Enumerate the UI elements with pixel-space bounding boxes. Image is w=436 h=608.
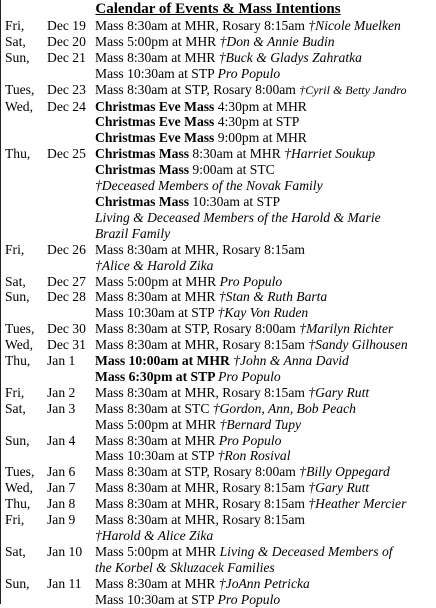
event-line [95, 417, 433, 433]
event-line [95, 162, 433, 178]
event-date: Dec 23 [47, 81, 86, 97]
mass-time: 9:00pm at MHR [214, 130, 307, 146]
intention-text: †Billy Oppegard [299, 464, 390, 480]
mass-time: Mass 8:30am at MHR, Rosary 8:15am [95, 496, 309, 512]
event-details [95, 289, 433, 321]
event-date: Jan 9 [47, 512, 76, 528]
event-line [95, 66, 433, 82]
event-line [95, 18, 433, 34]
event-day: Fri, [5, 512, 25, 528]
event-date: Jan 10 [47, 543, 83, 559]
event-row [5, 274, 433, 290]
event-line [95, 210, 433, 226]
event-list [5, 18, 433, 608]
intention-text: Pro Populo [219, 273, 283, 289]
mass-heading: Christmas Mass [95, 146, 190, 162]
mass-time: 9:00am at STC [189, 162, 275, 178]
intention-text: †Heather Mercier [308, 496, 407, 512]
event-row [5, 18, 433, 34]
event-date: Dec 21 [47, 49, 86, 65]
event-line [95, 448, 433, 464]
mass-time: Mass 10:30am at STP [95, 591, 218, 607]
event-line [95, 242, 433, 258]
event-date: Dec 24 [47, 98, 86, 114]
mass-heading: Christmas Mass [95, 162, 190, 178]
event-details [95, 18, 433, 34]
event-line [95, 512, 433, 528]
event-day: Tues, [5, 321, 35, 337]
event-details [95, 34, 433, 50]
mass-time: Mass 8:30am at MHR [95, 289, 219, 305]
event-day: Wed, [5, 98, 33, 114]
event-day: Sun, [5, 432, 30, 448]
event-line [95, 528, 433, 544]
event-date: Dec 31 [47, 337, 86, 353]
event-line [95, 178, 433, 194]
event-line [95, 576, 433, 592]
event-details [95, 401, 433, 433]
event-details [95, 50, 433, 82]
mass-time: Mass 8:30am at MHR, Rosary 8:15am [95, 241, 305, 257]
event-line [95, 496, 433, 512]
event-details [95, 146, 433, 241]
event-day: Wed, [5, 337, 33, 353]
event-row [5, 50, 433, 82]
event-date: Jan 7 [47, 480, 76, 496]
event-date: Jan 4 [47, 432, 76, 448]
event-line [95, 464, 433, 480]
intention-text: †Alice & Harold Zika [95, 257, 214, 273]
event-line [95, 130, 433, 146]
intention-text: the Korbel & Skluzacek Families [95, 559, 275, 575]
intention-text: †Deceased Members of the Novak Family [95, 178, 323, 194]
event-day: Sat, [5, 543, 26, 559]
event-line [95, 194, 433, 210]
intention-text: Living & Deceased Members of the Harold & Marie [95, 209, 381, 225]
mass-time: Mass 8:30am at MHR [95, 49, 219, 65]
intention-text: Brazil Family [95, 225, 171, 241]
event-details [95, 82, 433, 99]
event-line [95, 353, 433, 369]
event-line [95, 82, 433, 99]
left-border [0, 0, 1, 604]
intention-text: Pro Populo [217, 591, 281, 607]
event-details [95, 512, 433, 544]
mass-time: Mass 5:00pm at MHR [95, 33, 220, 49]
event-line [95, 560, 433, 576]
intention-text: †Ron Rosival [217, 448, 291, 464]
mass-time: Mass 5:00pm at MHR [95, 273, 220, 289]
event-line [95, 321, 433, 337]
intention-text: Living & Deceased Members of [219, 543, 393, 559]
event-line [95, 305, 433, 321]
event-line [95, 401, 433, 417]
mass-time: 8:30am at MHR [189, 146, 285, 162]
mass-time: Mass 5:00pm at MHR [95, 416, 220, 432]
event-date: Dec 26 [47, 241, 86, 257]
event-day: Sun, [5, 575, 30, 591]
event-day: Sat, [5, 33, 26, 49]
mass-time: Mass 8:30am at STC [95, 400, 213, 416]
event-row [5, 496, 433, 512]
intention-text: †Buck & Gladys Zahratka [218, 49, 362, 65]
mass-time: Mass 8:30am at MHR, Rosary 8:15am [95, 512, 305, 528]
event-row [5, 82, 433, 99]
event-date: Dec 25 [47, 146, 86, 162]
event-date: Dec 30 [47, 321, 86, 337]
event-line [95, 226, 433, 242]
event-date: Jan 2 [47, 384, 76, 400]
event-details [95, 496, 433, 512]
event-row [5, 337, 433, 353]
event-day: Thu, [5, 146, 31, 162]
event-line [95, 34, 433, 50]
event-line [95, 337, 433, 353]
event-date: Dec 20 [47, 33, 86, 49]
mass-heading: Christmas Mass [95, 193, 190, 209]
intention-text: †Nicole Muelken [308, 18, 401, 33]
event-details [95, 385, 433, 401]
event-details [95, 544, 433, 576]
event-day: Fri, [5, 18, 25, 33]
mass-heading: Christmas Eve Mass [95, 114, 215, 130]
intention-text: †Cyril & Betty Jandro [299, 82, 407, 97]
mass-heading: Mass 6:30pm at STP [95, 368, 219, 384]
intention-text: †Stan & Ruth Barta [218, 289, 328, 305]
intention-text: †Sandy Gilhousen [308, 337, 408, 353]
event-row [5, 576, 433, 608]
event-row [5, 464, 433, 480]
intention-text: †Harriet Soukup [284, 146, 376, 162]
intention-text: †John & Anna David [233, 353, 349, 369]
event-details [95, 464, 433, 480]
intention-text: Pro Populo [217, 65, 281, 81]
mass-time: Mass 10:30am at STP [95, 448, 218, 464]
mass-time: Mass 8:30am at STP, Rosary 8:00am [95, 464, 300, 480]
event-day: Wed, [5, 480, 33, 496]
event-day: Fri, [5, 241, 25, 257]
event-row [5, 321, 433, 337]
event-date: Jan 6 [47, 464, 76, 480]
intention-text: †Kay Von Ruden [217, 305, 309, 321]
mass-heading: Christmas Eve Mass [95, 130, 215, 146]
event-row [5, 385, 433, 401]
mass-time: Mass 8:30am at MHR, Rosary 8:15am [95, 18, 309, 33]
event-line [95, 289, 433, 305]
mass-time: 10:30am at STP [189, 193, 281, 209]
mass-time: 4:30pm at MHR [214, 98, 307, 114]
mass-time: Mass 10:30am at STP [95, 65, 218, 81]
event-line [95, 146, 433, 162]
mass-time: Mass 8:30am at MHR [95, 575, 219, 591]
event-date: Jan 3 [47, 400, 76, 416]
event-line [95, 480, 433, 496]
event-day: Sun, [5, 49, 30, 65]
event-date: Dec 28 [47, 289, 86, 305]
event-date: Jan 1 [47, 353, 76, 369]
event-day: Sat, [5, 400, 26, 416]
event-details [95, 242, 433, 274]
event-details [95, 321, 433, 337]
event-date: Jan 8 [47, 496, 76, 512]
mass-time: 4:30pm at STP [214, 114, 300, 130]
event-line [95, 544, 433, 560]
event-line [95, 369, 433, 385]
event-date: Dec 19 [47, 18, 86, 33]
event-details [95, 337, 433, 353]
intention-text: Pro Populo [218, 368, 281, 384]
event-line [95, 433, 433, 449]
event-day: Fri, [5, 384, 25, 400]
event-row [5, 99, 433, 147]
event-line [95, 99, 433, 115]
event-details [95, 480, 433, 496]
event-date: Dec 27 [47, 273, 86, 289]
intention-text: †Bernard Tupy [219, 416, 302, 432]
event-row [5, 512, 433, 544]
page-title: Calendar of Events & Mass Intentions [95, 1, 341, 17]
intention-text: †Harold & Alice Zika [95, 528, 214, 543]
event-day: Tues, [5, 81, 35, 97]
event-line [95, 274, 433, 290]
mass-time: Mass 8:30am at MHR, Rosary 8:15am [95, 480, 309, 496]
mass-heading: Mass 10:00am at MHR [95, 353, 234, 369]
event-row [5, 289, 433, 321]
event-line [95, 50, 433, 66]
event-details [95, 274, 433, 290]
event-line [95, 114, 433, 130]
event-day: Tues, [5, 464, 35, 480]
event-row [5, 480, 433, 496]
mass-time: Mass 8:30am at MHR [95, 432, 219, 448]
event-row [5, 401, 433, 433]
event-row [5, 242, 433, 274]
event-day: Sun, [5, 289, 30, 305]
mass-time: Mass 8:30am at MHR, Rosary 8:15am [95, 384, 309, 400]
event-day: Thu, [5, 353, 31, 369]
event-date: Jan 11 [47, 575, 82, 591]
event-line [95, 592, 433, 608]
event-row [5, 146, 433, 241]
intention-text: †Gordon, Ann, Bob Peach [212, 400, 356, 416]
event-line [95, 258, 433, 274]
event-details [95, 576, 433, 608]
event-details [95, 353, 433, 385]
intention-text: †Gary Rutt [308, 480, 370, 496]
mass-time: Mass 8:30am at MHR, Rosary 8:15am [95, 337, 309, 353]
mass-time: Mass 8:30am at STP, Rosary 8:00am [95, 81, 300, 97]
mass-time: Mass 10:30am at STP [95, 305, 218, 321]
event-day: Sat, [5, 273, 26, 289]
event-row [5, 433, 433, 465]
event-row [5, 353, 433, 385]
mass-heading: Christmas Eve Mass [95, 98, 215, 114]
event-day: Thu, [5, 496, 31, 512]
mass-time: Mass 5:00pm at MHR [95, 543, 220, 559]
mass-time: Mass 8:30am at STP, Rosary 8:00am [95, 321, 300, 337]
intention-text: †Marilyn Richter [299, 321, 394, 337]
event-details [95, 433, 433, 465]
event-details [95, 99, 433, 147]
intention-text: †Gary Rutt [308, 384, 370, 400]
intention-text: †JoAnn Petricka [218, 575, 310, 591]
event-line [95, 385, 433, 401]
intention-text: †Don & Annie Budin [219, 33, 335, 49]
intention-text: Pro Populo [218, 432, 282, 448]
event-row [5, 544, 433, 576]
event-row [5, 34, 433, 50]
